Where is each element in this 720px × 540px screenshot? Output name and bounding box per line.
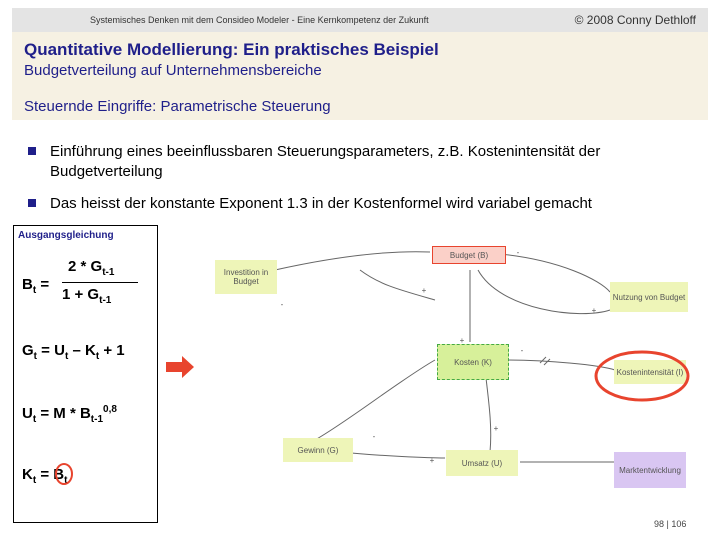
- equation-u: $U_t = M * B_{t-1}^{0,8}$: [22, 404, 117, 425]
- bullet-item: [20, 194, 710, 214]
- equation-k: $K_t = B_t$: [22, 466, 68, 486]
- presentation-title: Systemisches Denken mit dem Consideo Modeler - Eine Kernkompetenz der Zukunft: [90, 15, 429, 25]
- polarity-plus: +: [459, 335, 465, 345]
- node-marktentwicklung[interactable]: Marktentwicklung: [614, 452, 686, 488]
- node-gewinn[interactable]: Gewinn (G): [283, 438, 353, 462]
- node-kosten[interactable]: Kosten (K): [437, 344, 509, 380]
- section-heading: Steuernde Eingriffe: Parametrische Steuerung: [24, 98, 331, 115]
- polarity-plus: +: [591, 305, 597, 315]
- node-budget[interactable]: Budget (B): [432, 246, 506, 264]
- red-arrow-icon: [166, 356, 196, 378]
- copyright-text: © 2008 Conny Dethloff: [574, 13, 696, 27]
- highlight-ellipse-icon: [592, 348, 692, 404]
- equation-box-title: Ausgangsgleichung: [18, 230, 114, 241]
- highlight-circle-icon: [52, 460, 76, 488]
- polarity-minus: -: [516, 247, 520, 257]
- polarity-minus: -: [372, 431, 376, 441]
- node-kostenintensitaet[interactable]: Kostenintensität (I): [614, 360, 686, 384]
- bullet-square-icon: [28, 147, 36, 155]
- slide-header: [12, 32, 708, 120]
- bullet-square-icon: [28, 199, 36, 207]
- node-umsatz[interactable]: Umsatz (U): [446, 450, 518, 476]
- top-bar: [12, 8, 708, 32]
- fraction-line: [62, 282, 138, 283]
- bullet-text: Das heisst der konstante Exponent 1.3 in der Kostenformel wird variabel gemacht: [50, 195, 592, 212]
- equation-g: $G_t = U_t - K_t + 1$: [22, 342, 125, 362]
- equation-b: $B_t$ =: [22, 276, 50, 296]
- polarity-minus: -: [280, 299, 284, 309]
- node-nutzung[interactable]: Nutzung von Budget: [610, 282, 688, 312]
- bullet-text: Einführung eines beeinflussbaren Steuerungsparameters, z.B. Kostenintensität der Budgetverteilung: [50, 143, 601, 180]
- slide-title: Quantitative Modellierung: Ein praktisches Beispiel: [24, 40, 439, 59]
- slide-subtitle: Budgetverteilung auf Unternehmensbereiche: [24, 62, 322, 79]
- polarity-plus: +: [421, 285, 427, 295]
- polarity-plus: +: [493, 423, 499, 433]
- equation-b-numerator: $2 * G_{t-1}$: [68, 258, 115, 278]
- bullet-list: [20, 142, 710, 226]
- equation-b-denominator: $1 + G_{t-1}$: [62, 286, 112, 306]
- polarity-plus: +: [429, 455, 435, 465]
- polarity-minus: -: [520, 345, 524, 355]
- node-investition[interactable]: Investition in Budget: [215, 260, 277, 294]
- bullet-item: [20, 142, 710, 182]
- page-number: 98 | 106: [654, 519, 687, 529]
